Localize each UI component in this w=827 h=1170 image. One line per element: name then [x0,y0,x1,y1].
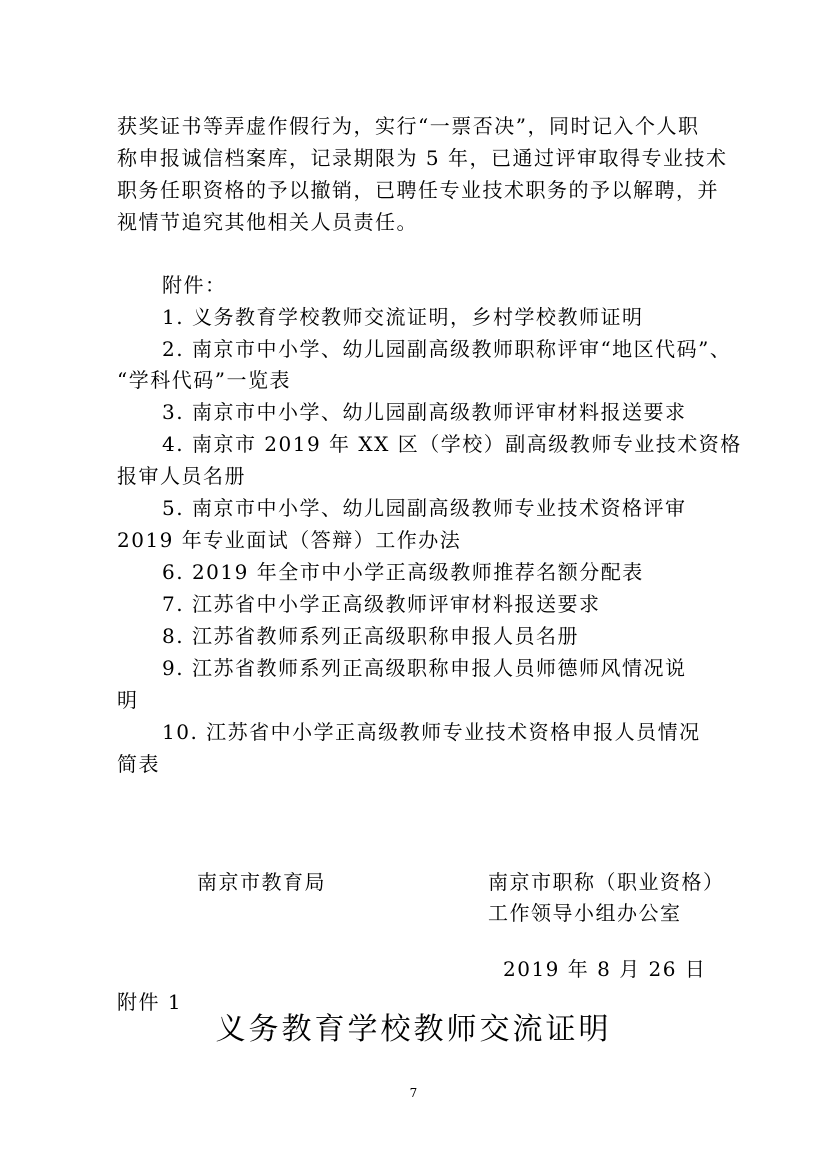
page-number: 7 [409,1086,418,1100]
attachment-item-9-cont: 明 [117,688,139,712]
attachment-item-8: 8. 江苏省教师系列正高级职称申报人员名册 [162,624,579,648]
attachment-item-9: 9. 江苏省教师系列正高级职称申报人员师德师风情况说 [162,656,687,680]
body-paragraph-line-2: 称申报诚信档案库，记录期限为 5 年，已通过评审取得专业技术 [117,146,728,170]
attachment-item-1: 1. 义务教育学校教师交流证明，乡村学校教师证明 [162,305,644,329]
attachment-item-7: 7. 江苏省中小学正高级教师评审材料报送要求 [162,592,601,616]
body-paragraph-line-3: 职务任职资格的予以撤销，已聘任专业技术职务的予以解聘，并 [117,178,719,202]
annex-label: 附件 1 [117,990,183,1014]
body-paragraph-line-1: 获奖证书等弄虚作假行为，实行“一票否决”，同时记入个人职 [117,114,700,138]
attachment-item-2: 2. 南京市中小学、幼儿园副高级教师职称评审“地区代码”、 [162,337,732,361]
signature-right-org-line-2: 工作领导小组办公室 [488,901,682,925]
annex-title: 义务教育学校教师交流证明 [215,1012,612,1047]
attachment-item-10-cont: 简表 [117,752,160,776]
signature-left-org: 南京市教育局 [197,870,326,894]
attachment-item-4: 4. 南京市 2019 年 XX 区（学校）副高级教师专业技术资格 [162,432,742,456]
signature-right-org-line-1: 南京市职称（职业资格） [488,870,725,894]
signature-date: 2019 年 8 月 26 日 [503,957,707,981]
attachment-item-3: 3. 南京市中小学、幼儿园副高级教师评审材料报送要求 [162,400,687,424]
attachment-item-4-cont: 报审人员名册 [117,464,246,488]
attachment-item-5: 5. 南京市中小学、幼儿园副高级教师专业技术资格评审 [162,496,687,520]
attachment-item-5-cont: 2019 年专业面试（答辩）工作办法 [117,528,462,552]
attachment-item-6: 6. 2019 年全市中小学正高级教师推荐名额分配表 [162,560,644,584]
attachment-item-2-cont: “学科代码”一览表 [117,368,291,392]
attachments-heading: 附件： [162,273,227,297]
attachment-item-10: 10. 江苏省中小学正高级教师专业技术资格申报人员情况 [162,720,701,744]
body-paragraph-line-4: 视情节追究其他相关人员责任。 [117,210,418,234]
